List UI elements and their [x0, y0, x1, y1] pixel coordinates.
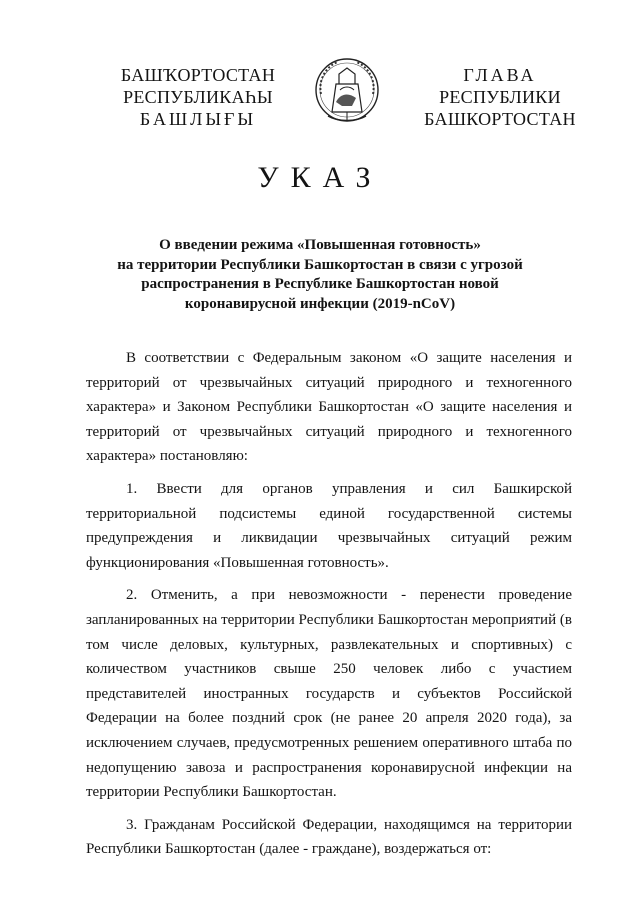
header-left-line-1: БАШҠОРТОСТАН [120, 65, 276, 85]
header-right-line-2: РЕСПУБЛИКИ [439, 87, 561, 107]
decree-body [86, 346, 572, 870]
title-line-4: коронавирусной инфекции (2019-nCoV) [184, 295, 456, 312]
header-left-bashkir [98, 64, 298, 130]
title-line-1: О введении режима «Повышенная готовность» [159, 237, 481, 253]
title-line-3: распространения в Республике Башкортостан новой [141, 276, 499, 292]
title-line-2: на территории Республики Башкортостан в связи с угрозой [117, 256, 523, 273]
header-right-line-3: БАШКОРТОСТАН [424, 109, 576, 129]
header-right-line-1: ГЛАВА [463, 65, 537, 85]
paragraph-item-2: 2. Отменить, а при невозможности - перенести проведение запланированных на территории Республики Башкортостан мероприятий (в том числе деловых, культурных, развлекательных и спортивных) с количеством участников свыше 250 человек либо с участием представителей иностранных государств и субъектов Российской Федерации на более поздний срок (не ранее 20 апреля 2020 года), за исключением случаев, предусмотренных решением оперативного штаба по недопущению завоза и распространения коронавирусной инфекции на территории Республики Башкортостан. [86, 587, 572, 801]
document-type: УКАЗ [257, 161, 383, 194]
decree-title [100, 236, 540, 314]
bashkortostan-coat-of-arms-icon [314, 54, 380, 126]
header-left-line-2: РЕСПУБЛИКАҺЫ [123, 87, 273, 107]
header-right-russian [400, 64, 600, 130]
header-left-line-3: БАШЛЫҒЫ [139, 109, 257, 129]
paragraph-item-1: 1. Ввести для органов управления и сил Башкирской территориальной подсистемы единой государственной системы предупреждения и ликвидации чрезвычайных ситуаций режим функционирования «Повышенная готовность». [86, 480, 572, 571]
paragraph-item-3: 3. Гражданам Российской Федерации, находящимся на территории Республики Башкортостан (далее - граждане), воздержаться от: [86, 816, 572, 858]
preamble-paragraph: В соответствии с Федеральным законом «О защите населения и территорий от чрезвычайных ситуаций природного и техногенного характера» и Законом Республики Башкортостан «О защите населения и территорий от чрезвычайных ситуаций природного и техногенного характера» постановляю: [86, 350, 572, 465]
